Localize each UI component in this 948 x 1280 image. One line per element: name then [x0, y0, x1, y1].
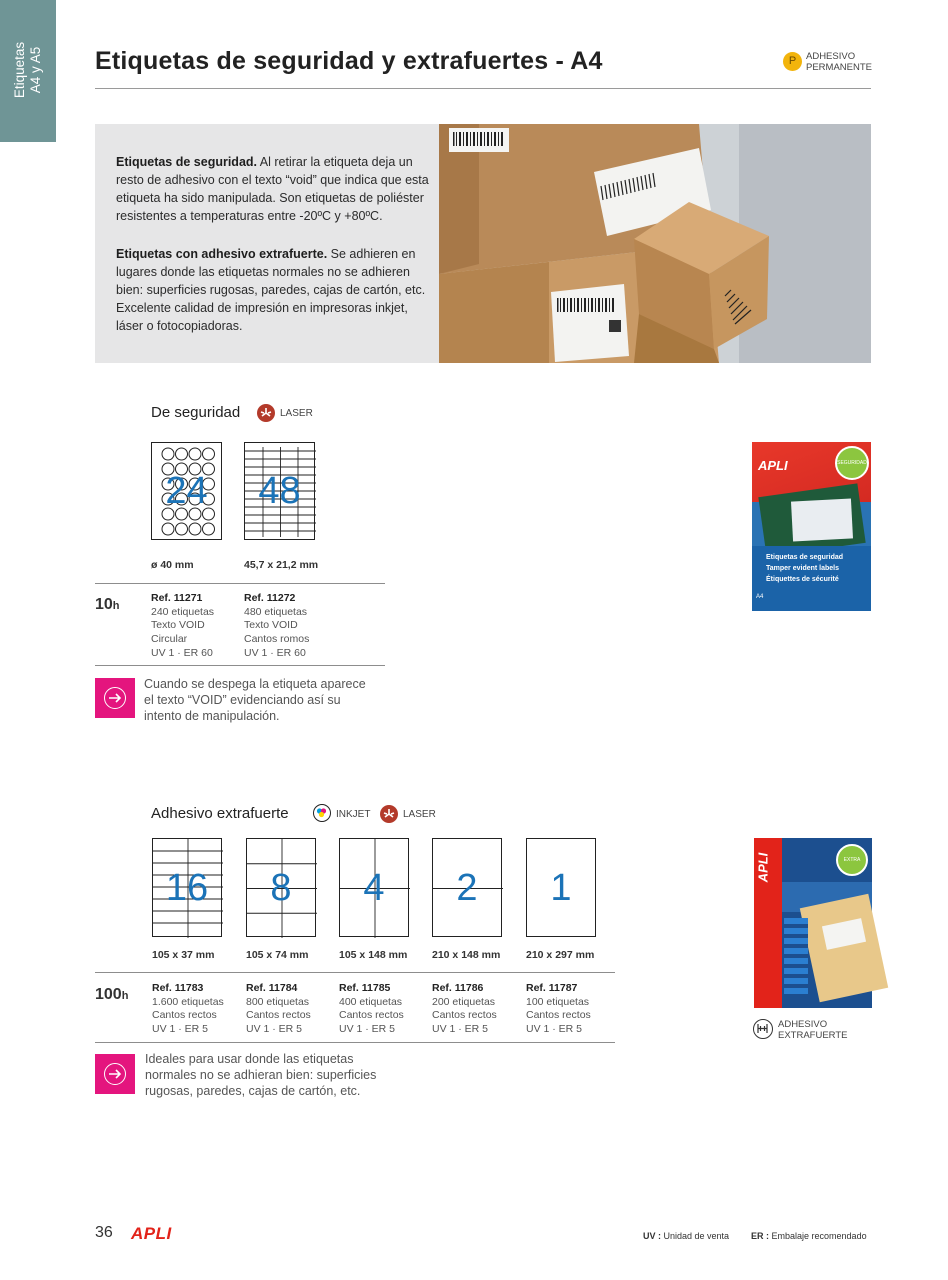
intro-paragraph-security: [116, 153, 432, 225]
uv-er: UV 1 · ER 60: [244, 646, 306, 659]
security-product-image: [752, 442, 871, 611]
uv-er: UV 1 · ER 60: [151, 646, 213, 659]
uv-er: UV 1 · ER 5: [152, 1023, 209, 1036]
ref-block-11272: [244, 592, 309, 661]
extra-product-image: [754, 838, 872, 1008]
ref-number: Ref. 11272: [244, 592, 296, 604]
label-count: 400 etiquetas: [339, 995, 403, 1008]
ref-block-11785: [339, 982, 404, 1037]
sheet-diagram-2: [432, 838, 502, 937]
product-format: A4: [756, 594, 764, 600]
pack-qty-unit: h: [121, 990, 129, 1002]
laser-label: LASER: [403, 809, 436, 820]
size-label-11271: ø 40 mm: [151, 559, 194, 571]
sheet-count-24: 24: [165, 470, 208, 512]
size-label-11784: 105 x 74 mm: [246, 949, 309, 961]
size-label-11786: 210 x 148 mm: [432, 949, 501, 961]
sheet-diagram-8: [246, 838, 316, 937]
inkjet-icon: [313, 804, 331, 822]
page-title: Etiquetas de seguridad y extrafuertes - A4: [95, 47, 603, 75]
size-label-11272: 45,7 x 21,2 mm: [244, 559, 319, 571]
uv-er: UV 1 · ER 5: [526, 1023, 583, 1036]
arrow-right-icon: [95, 678, 135, 718]
size-label-11783: 105 x 37 mm: [152, 949, 215, 961]
legend-uv-text: Unidad de venta: [663, 1231, 730, 1241]
sheet-diagram-1: [526, 838, 596, 937]
detail: Cantos romos: [244, 633, 310, 646]
side-tab-line1: Etiquetas: [12, 41, 27, 99]
size-label-11785: 105 x 148 mm: [339, 949, 408, 961]
laser-icon: [380, 805, 398, 823]
detail: Cantos rectos: [152, 1009, 217, 1022]
size-label-11787: 210 x 297 mm: [526, 949, 595, 961]
uv-er: UV 1 · ER 5: [246, 1023, 303, 1036]
detail: Texto VOID: [244, 619, 298, 632]
arrow-right-icon: [95, 1054, 135, 1094]
boxes-photo: [439, 124, 871, 363]
ref-block-11271: [151, 592, 214, 661]
ref-number: Ref. 11786: [432, 982, 484, 994]
inkjet-label: INKJET: [336, 809, 371, 820]
divider: [95, 1042, 615, 1043]
product-line2: Tamper evident labels: [766, 565, 840, 572]
side-tab-line2: A4 y A5: [28, 46, 43, 94]
detail: Texto VOID: [151, 619, 205, 632]
security-seal: SEGURIDAD: [835, 446, 869, 480]
uv-er: UV 1 · ER 5: [432, 1023, 489, 1036]
ref-block-11787: [526, 982, 591, 1037]
sheet-diagram-4: [339, 838, 409, 937]
label-count: 1.600 etiquetas: [152, 995, 224, 1008]
detail: Cantos rectos: [246, 1009, 311, 1022]
extra-strong-adhesive-icon: [753, 1019, 773, 1039]
sheet-diagram-24: [151, 442, 222, 540]
pack-qty-unit: h: [112, 600, 120, 612]
badge-line2: EXTRAFUERTE: [778, 1029, 848, 1041]
divider: [95, 665, 385, 666]
ref-block-11786: [432, 982, 497, 1037]
badge-line1: ADHESIVO: [778, 1019, 828, 1030]
permanent-adhesive-label: [806, 52, 872, 73]
pack-qty-value: 100: [95, 986, 122, 1003]
intro-security-text: Al retirar la etiqueta deja un resto de adhesivo con el texto “void” que indica que esta etiqueta ha sido manipulada. Son etiquetas de poliéster resistentes a temperaturas entre -20ºC y +80ºC.: [116, 155, 429, 223]
product-brand: APLI: [758, 458, 788, 473]
pack-qty-value: 10: [95, 596, 113, 613]
label-count: 800 etiquetas: [246, 995, 310, 1008]
ref-block-11783: [152, 982, 224, 1037]
product-line3: Étiquettes de sécurité: [766, 576, 839, 583]
detail: Cantos rectos: [339, 1009, 404, 1022]
uv-er: UV 1 · ER 5: [339, 1023, 396, 1036]
divider: [95, 972, 615, 973]
intro-extra-text: Se adhieren en lugares donde las etiquetas normales no se adhieren bien: superficies rugosas, paredes, cajas de cartón, etc. Excelente calidad de impresión en impresoras inkjet, láser o fotocopiadoras.: [116, 247, 426, 333]
pack-quantity-extra: [95, 986, 128, 1004]
sheet-diagram-48: [244, 442, 315, 540]
sheet-diagram-16: [152, 838, 222, 937]
permanent-adhesive-icon: P: [783, 52, 802, 71]
extra-note: Ideales para usar donde las etiquetas normales no se adhieran bien: superficies rugosas, paredes, cajas de cartón, etc.: [145, 1052, 377, 1098]
apli-logo: APLI: [131, 1224, 172, 1243]
sheet-count-4: 4: [363, 866, 385, 909]
extra-strong-adhesive-label: [778, 1020, 848, 1041]
sheet-count-48: 48: [258, 470, 301, 512]
ref-number: Ref. 11784: [246, 982, 298, 994]
badge-label-line1: ADHESIVO: [806, 51, 856, 62]
laser-icon: [257, 404, 275, 422]
security-section-title: De seguridad: [151, 404, 241, 421]
product-line1: Etiquetas de seguridad: [766, 554, 844, 561]
page-number: 36: [95, 1224, 113, 1241]
sheet-count-8: 8: [270, 866, 292, 909]
intro-paragraph-extra: [116, 245, 432, 335]
extra-seal: EXTRA: [836, 844, 868, 876]
security-note: Cuando se despega la etiqueta aparece el texto “VOID” evidenciando así su intento de manipulación.: [144, 677, 366, 723]
legend-er-abbr: ER :: [751, 1231, 769, 1241]
detail: Cantos rectos: [526, 1009, 591, 1022]
ref-number: Ref. 11785: [339, 982, 391, 994]
intro-extra-heading: Etiquetas con adhesivo extrafuerte.: [116, 247, 328, 261]
legend-er: [751, 1231, 867, 1241]
ref-number: Ref. 11783: [152, 982, 204, 994]
ref-number: Ref. 11271: [151, 592, 203, 604]
title-divider: [95, 88, 871, 89]
ref-number: Ref. 11787: [526, 982, 578, 994]
label-count: 200 etiquetas: [432, 995, 496, 1008]
sheet-count-2: 2: [456, 866, 478, 909]
detail: Cantos rectos: [432, 1009, 497, 1022]
laser-label: LASER: [280, 408, 313, 419]
sheet-count-16: 16: [165, 866, 209, 909]
sheet-count-1: 1: [550, 866, 572, 909]
label-count: 240 etiquetas: [151, 605, 215, 618]
section-side-tab: [0, 0, 56, 142]
side-tab-label: [12, 42, 44, 98]
pack-quantity-security: [95, 596, 120, 614]
product-brand: APLI: [755, 852, 771, 883]
badge-label-line2: PERMANENTE: [806, 61, 872, 73]
intro-security-heading: Etiquetas de seguridad.: [116, 155, 258, 169]
extra-section-title: Adhesivo extrafuerte: [151, 805, 289, 822]
label-count: 480 etiquetas: [244, 605, 308, 618]
divider: [95, 583, 385, 584]
legend-uv-abbr: UV :: [643, 1231, 661, 1241]
legend-er-text: Embalaje recomendado: [771, 1231, 867, 1241]
legend-uv: [643, 1231, 729, 1241]
label-count: 100 etiquetas: [526, 995, 590, 1008]
ref-block-11784: [246, 982, 311, 1037]
detail: Circular: [151, 633, 188, 646]
